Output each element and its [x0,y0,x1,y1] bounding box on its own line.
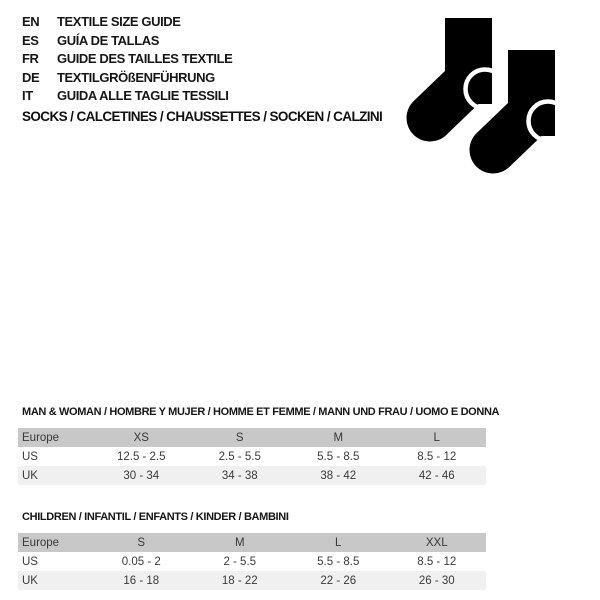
size-cell: 22 - 26 [320,574,357,587]
header-cell-size: L [335,536,342,549]
size-table-children [18,511,486,590]
header-cell-size: L [433,431,440,444]
size-cell: 18 - 22 [221,574,258,587]
language-label: GUÍA DE TALLAS [57,32,160,48]
size-cell: 30 - 34 [123,469,160,482]
language-row-es [22,32,232,51]
header-cell-size: XXL [425,536,448,549]
sock-foot [430,81,469,118]
row-label: US [22,555,38,568]
size-cell: 2 - 5.5 [223,555,257,568]
size-cell: 5.5 - 8.5 [317,450,360,463]
language-code: DE [22,69,40,85]
size-cell: 38 - 42 [320,469,357,482]
size-table-man-woman [18,406,500,485]
language-code: FR [22,51,39,67]
header-cell-region: Europe [22,536,60,549]
socks-icon [400,0,570,180]
header-cell-size: S [235,431,244,444]
language-legend [22,13,232,106]
table-title: MAN & WOMAN / HOMBRE Y MUJER / HOMME ET FEMME / MANN UND FRAU / UOMO E DONNA [22,406,500,418]
header-cell-size: M [333,431,344,444]
language-code: ES [22,32,39,48]
size-cell: 26 - 30 [418,574,455,587]
size-cell: 0.05 - 2 [121,555,161,568]
size-cell: 16 - 18 [123,574,160,587]
row-label: UK [22,574,38,587]
language-label: TEXTILE SIZE GUIDE [57,14,181,29]
row-label: US [22,450,38,463]
size-cell: 34 - 38 [221,469,258,482]
language-label: GUIDE DES TAILLES TEXTILE [57,51,233,67]
table-title: CHILDREN / INFANTIL / ENFANTS / KINDER / BAMBINI [22,511,289,523]
table-row-us [18,447,486,466]
language-code: EN [22,14,40,29]
language-row-it [22,87,232,106]
language-row-en [22,13,232,32]
size-cell: 8.5 - 12 [417,450,457,463]
size-cell: 42 - 46 [418,469,455,482]
size-cell: 5.5 - 8.5 [317,555,360,568]
sock-foot [493,113,532,150]
language-code: IT [22,88,33,104]
table-header-row [18,533,486,552]
size-cell: 2.5 - 5.5 [218,450,261,463]
category-title: SOCKS / CALCETINES / CHAUSSETTES / SOCKEN / CALZINI [22,109,383,124]
table-row-us [18,552,486,571]
header-cell-size: S [137,536,146,549]
language-label: TEXTILGRÖßENFÜHRUNG [57,69,215,85]
language-row-fr [22,50,232,69]
header-cell-size: M [234,536,245,549]
language-row-de [22,69,232,88]
table-header-row [18,428,486,447]
language-label: GUIDA ALLE TAGLIE TESSILI [57,88,229,104]
size-cell: 12.5 - 2.5 [116,450,166,463]
header-cell-region: Europe [22,431,60,444]
header-cell-size: XS [133,431,149,444]
size-cell: 8.5 - 12 [417,555,457,568]
table-row-uk [18,571,486,590]
sock-back [430,18,505,118]
table-row-uk [18,466,486,485]
row-label: UK [22,469,38,482]
sock-front [493,50,568,150]
